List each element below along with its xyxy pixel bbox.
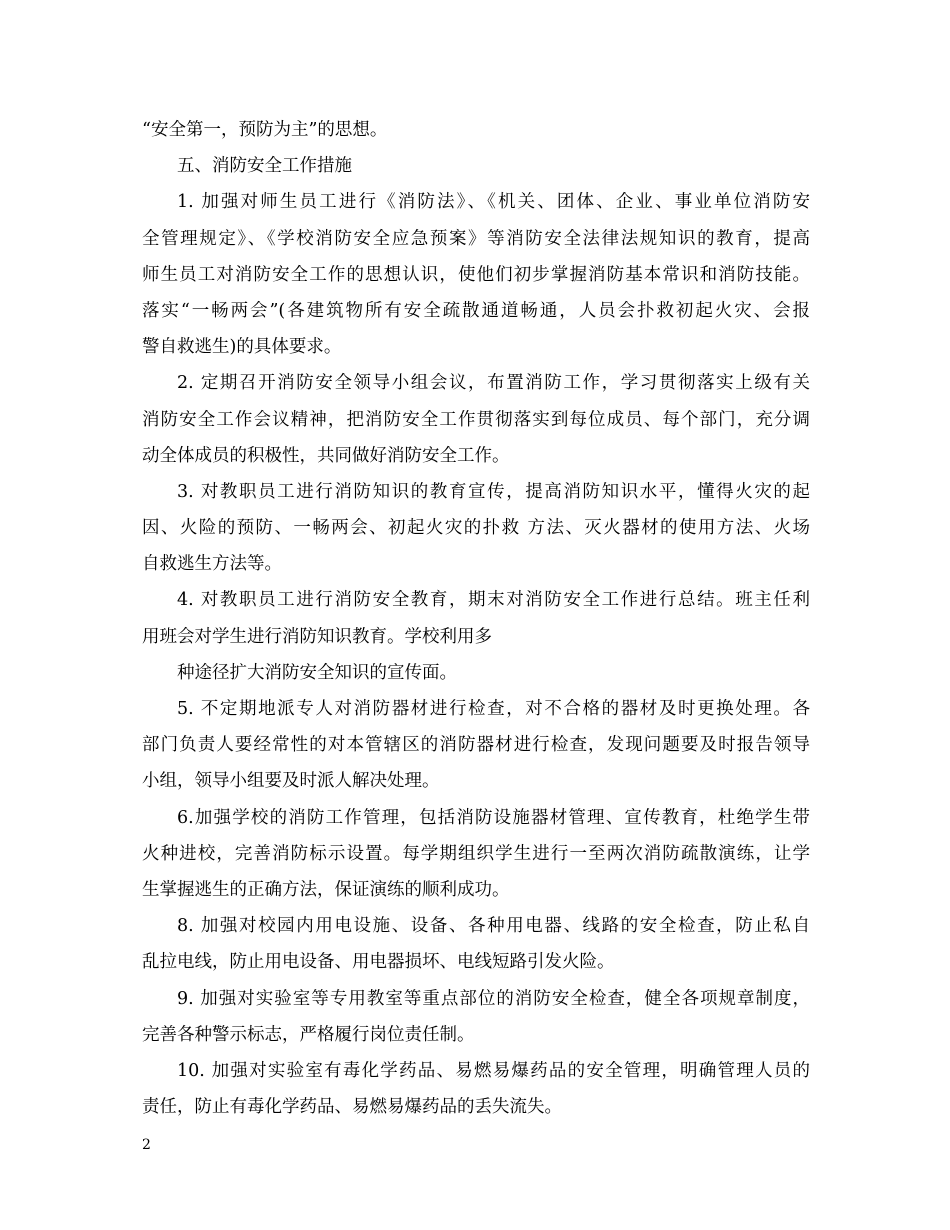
text-line: 10. 加强对实验室有毒化学药品、易燃易爆药品的安全管理，明确管理人员的 bbox=[177, 1060, 810, 1081]
text-line: 五、消防安全工作措施 bbox=[177, 156, 352, 177]
text-line: 完善各种警示标志，严格履行岗位责任制。 bbox=[142, 1024, 475, 1045]
text-line: 部门负责人要经常性的对本管辖区的消防器材进行检查，发现问题要及时报告领导 bbox=[142, 735, 810, 756]
text-line: 8. 加强对校园内用电设施、设备、各种用电器、线路的安全检查，防止私自 bbox=[177, 916, 810, 937]
text-line: 1. 加强对师生员工进行《消防法》、《机关、团体、企业、事业单位消防安 bbox=[177, 192, 810, 213]
text-line: 乱拉电线，防止用电设备、用电器损坏、电线短路引发火险。 bbox=[142, 952, 615, 973]
text-line: 生掌握逃生的正确方法，保证演练的顺利成功。 bbox=[142, 879, 510, 900]
text-line: 动全体成员的积极性，共同做好消防安全工作。 bbox=[142, 445, 510, 466]
text-line: 2. 定期召开消防安全领导小组会议，布置消防工作，学习贯彻落实上级有关 bbox=[177, 373, 810, 394]
text-line: 责任，防止有毒化学药品、易燃易爆药品的丢失流失。 bbox=[142, 1097, 562, 1118]
text-line: 警自救逃生)的具体要求。 bbox=[142, 337, 342, 358]
text-line: 3. 对教职员工进行消防知识的教育宣传，提高消防知识水平，懂得火灾的起 bbox=[177, 481, 810, 502]
text-line: 用班会对学生进行消防知识教育。学校利用多 bbox=[142, 626, 492, 647]
text-line: 种途径扩大消防安全知识的宣传面。 bbox=[177, 662, 457, 683]
text-line: 自救逃生方法等。 bbox=[142, 554, 282, 575]
text-line: 5. 不定期地派专人对消防器材进行检查，对不合格的器材及时更换处理。各 bbox=[177, 699, 810, 719]
text-line: 消防安全工作会议精神，把消防安全工作贯彻落实到每位成员、每个部门，充分调 bbox=[142, 409, 810, 430]
text-line: 因、火险的预防、一畅两会、初起火灾的扑救 方法、灭火器材的使用方法、火场 bbox=[142, 518, 810, 539]
text-line: 小组，领导小组要及时派人解决处理。 bbox=[142, 771, 440, 792]
text-line: 全管理规定》、《学校消防安全应急预案》等消防安全法律法规知识的教育，提高 bbox=[142, 228, 810, 249]
text-line: 4. 对教职员工进行消防安全教育，期末对消防安全工作进行总结。班主任利 bbox=[177, 590, 810, 611]
text-line: 9. 加强对实验室等专用教室等重点部位的消防安全检查，健全各项规章制度， bbox=[177, 988, 810, 1009]
text-line: “安全第一，预防为主”的思想。 bbox=[142, 120, 388, 140]
text-line: 落实“一畅两会”(各建筑物所有安全疏散通道畅通，人员会扑救初起火灾、会报 bbox=[142, 300, 810, 321]
text-line: 6.加强学校的消防工作管理，包括消防设施器材管理、宣传教育，杜绝学生带 bbox=[177, 807, 810, 828]
text-line: 师生员工对消防安全工作的思想认识，使他们初步掌握消防基本常识和消防技能。 bbox=[142, 264, 810, 285]
document-body bbox=[142, 112, 810, 1125]
text-line: 火种进校，完善消防标示设置。每学期组织学生进行一至两次消防疏散演练，让学 bbox=[142, 843, 810, 864]
page-number: 2 bbox=[142, 1137, 151, 1153]
